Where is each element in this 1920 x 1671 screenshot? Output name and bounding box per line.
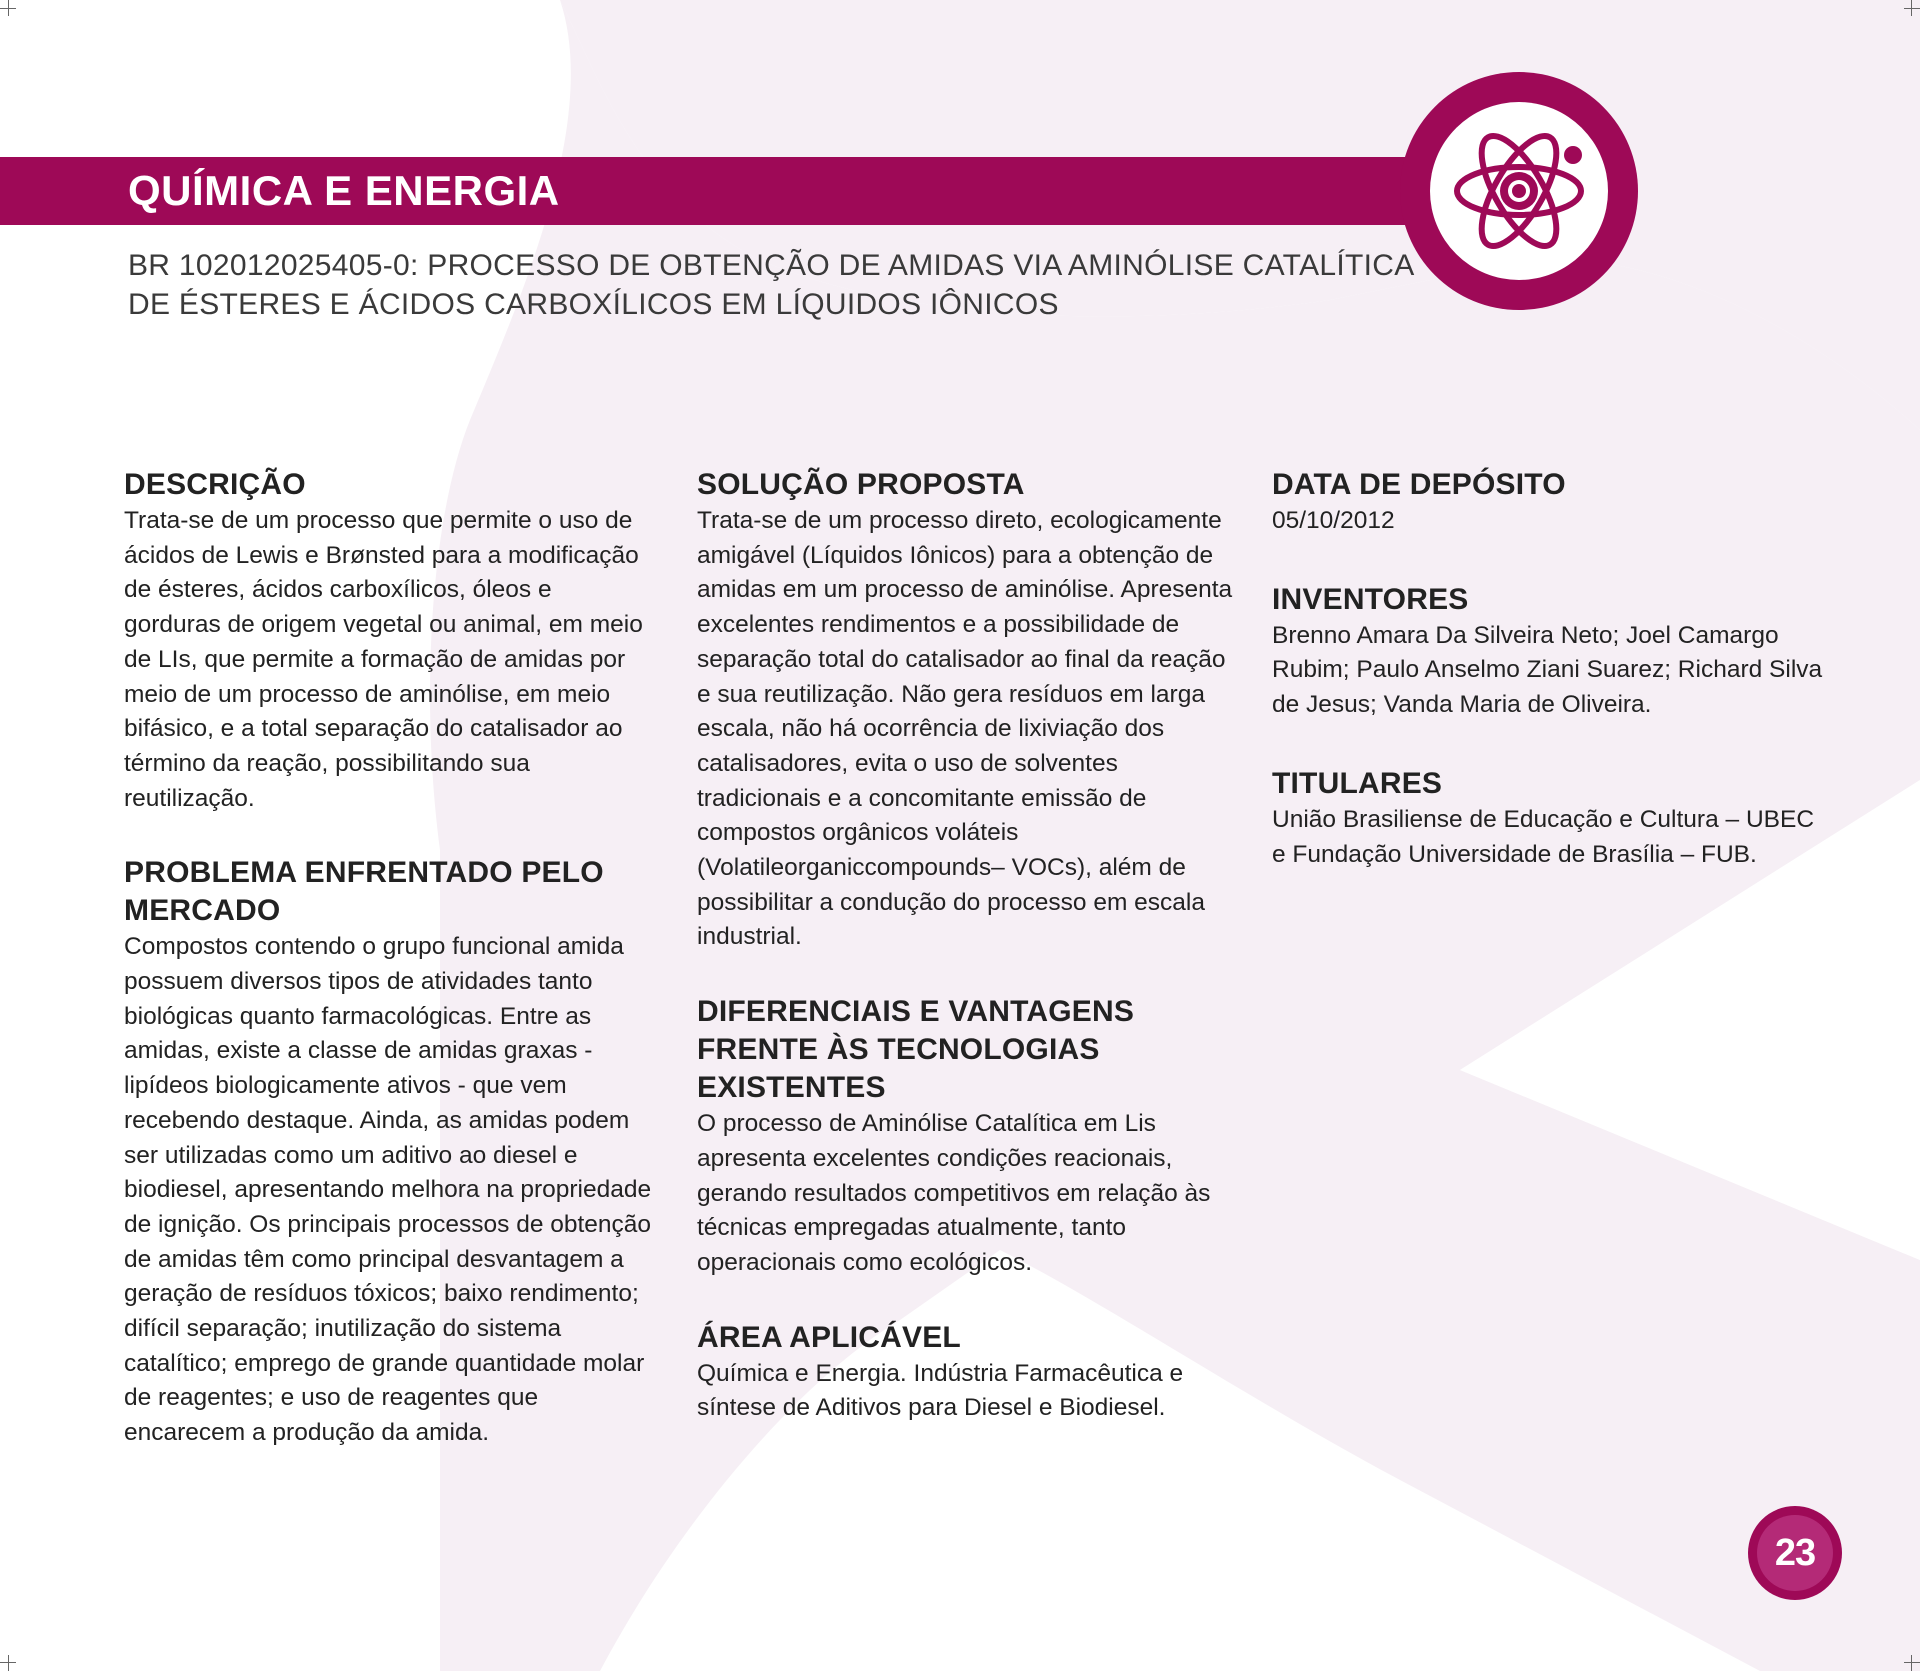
area-body: Química e Energia. Indústria Farmacêutica e síntese de Aditivos para Diesel e Biodiesel. [697,1359,1184,1422]
page-number-badge [1748,1506,1842,1600]
descricao-heading: DESCRIÇÃO [124,468,306,501]
problema-heading: PROBLEMA ENFRENTADO PELO MERCADO [124,856,604,928]
right-column [1272,466,1832,914]
inventores-heading: INVENTORES [1272,582,1469,616]
section-titulares [1272,765,1832,872]
icon-disc [1430,102,1608,280]
atom-icon [1449,121,1589,261]
data-deposito-body: 05/10/2012 [1272,507,1395,534]
titulares-body: União Brasiliense de Educação e Cultura – UBEC e Fundação Universidade de Brasília – FUB. [1272,805,1815,868]
section-diferenciais [697,993,1237,1281]
section-problema [124,854,654,1451]
solucao-body: Trata-se de um processo direto, ecologicamente amigável (Líquidos Iônicos) para a obtenção de amidas em um processo de aminólise. Apresenta excelentes rendimentos e a possibilidade de separação total do catalisador ao final da reação e sua reutilização. Não gera resíduos em larga escala, não há ocorrência de lixiviação dos catalisadores, evita o uso de solventes tradicionais e a concomitante emissão de compostos orgânicos voláteis (Volatileorganiccompounds– VOCs), além de possibilitar a condução do processo em escala industrial. [697,507,1233,951]
solucao-heading: SOLUÇÃO PROPOSTA [697,468,1025,501]
middle-column [697,466,1237,1464]
left-column [124,466,654,1489]
patent-title-line-1: BR 102012025405-0: PROCESSO DE OBTENÇÃO DE AMIDAS VIA AMINÓLISE CATALÍTICA [128,249,1415,282]
titulares-heading: TITULARES [1272,766,1443,800]
section-data-deposito [1272,466,1832,539]
diferenciais-body: O processo de Aminólise Catalítica em Lis apresenta excelentes condições reacionais, gerando resultados competitivos em relação às técnicas empregadas atualmente, tanto operacionais como ecológicos. [697,1110,1211,1276]
category-title: QUÍMICA E ENERGIA [128,167,560,214]
section-area [697,1319,1237,1426]
diferenciais-heading: DIFERENCIAIS E VANTAGENS FRENTE ÀS TECNOLOGIAS EXISTENTES [697,995,1135,1105]
problema-body: Compostos contendo o grupo funcional amida possuem diversos tipos de atividades tanto biológicas quanto farmacológicas. Entre as amidas, existe a classe de amidas graxas - lipídeos biologicamente ativos - que vem recebendo destaque. Ainda, as amidas podem ser utilizadas como um aditivo ao diesel e biodiesel, apresentando melhora na propriedade de ignição. Os principais processos de obtenção de amidas têm como principal desvantagem a geração de resíduos tóxicos; baixo rendimento; difícil separação; inutilização do sistema catalítico; emprego de grande quantidade molar de reagentes; e uso de reagentes que encarecem a produção da amida. [124,933,652,1447]
inventores-body: Brenno Amara Da Silveira Neto; Joel Camargo Rubim; Paulo Anselmo Ziani Suarez; Richard Silva de Jesus; Vanda Maria de Oliveira. [1272,621,1823,719]
patent-title [128,246,1428,324]
category-icon-badge [1400,72,1638,310]
patent-title-line-2: DE ÉSTERES E ÁCIDOS CARBOXÍLICOS EM LÍQUIDOS IÔNICOS [128,288,1059,321]
page-number: 23 [1757,1515,1833,1591]
data-deposito-heading: DATA DE DEPÓSITO [1272,468,1566,501]
section-solucao [697,466,1237,955]
section-descricao [124,466,654,816]
section-inventores [1272,581,1832,723]
area-heading: ÁREA APLICÁVEL [697,1320,961,1354]
category-bar [0,157,1490,225]
descricao-body: Trata-se de um processo que permite o uso de ácidos de Lewis e Brønsted para a modificação de ésteres, ácidos carboxílicos, óleos e gorduras de origem vegetal ou animal, em meio de LIs, que permite a formação de amidas por meio de um processo de aminólise, em meio bifásico, e a total separação do catalisador ao término da reação, possibilitando sua reutilização. [124,507,643,812]
